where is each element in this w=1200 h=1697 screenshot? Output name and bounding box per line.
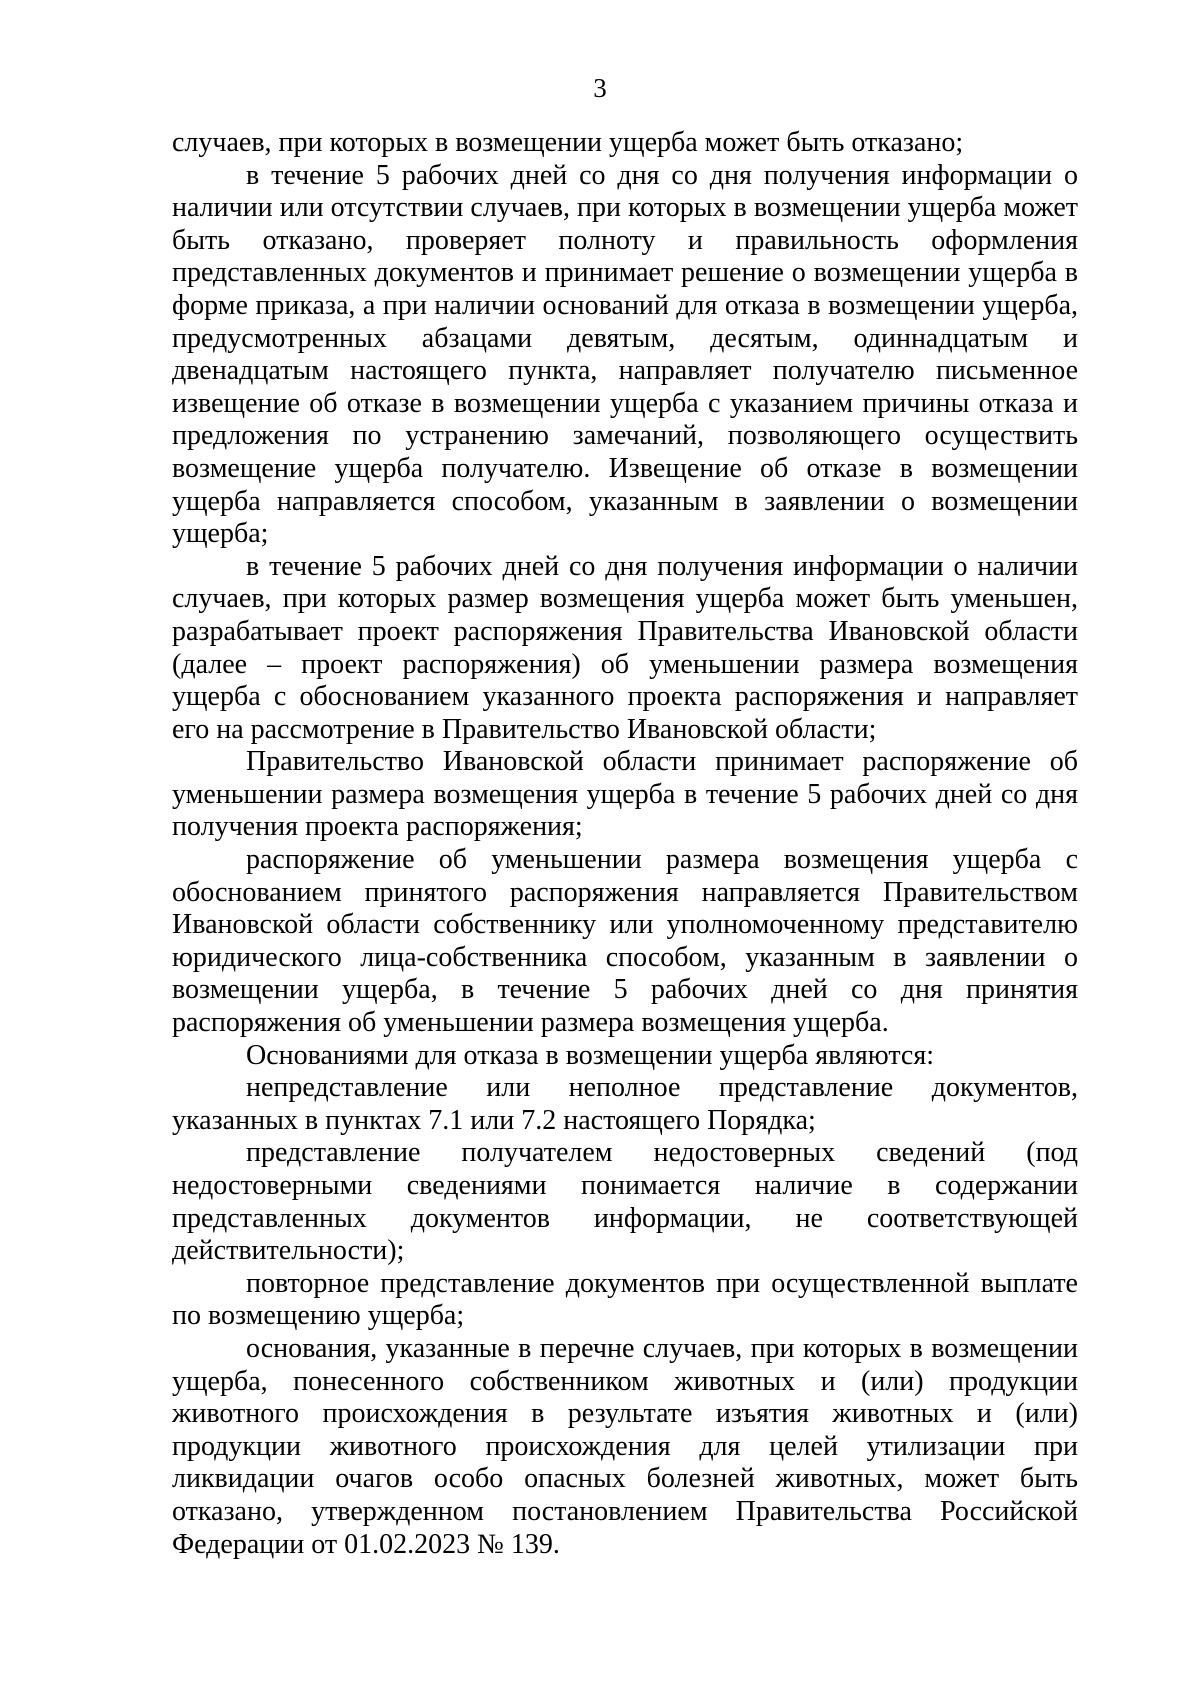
page-number: 3 (593, 73, 607, 103)
paragraph-refusal-ground-4: основания, указанные в перечне случаев, при которых в возмещении ущерба, понесенного собственником животных и (или) продукции животного происхождения в результате изъятия животных и (или) продукции животного происхождения для целей утилизации при ликвидации очагов особо опасных болезней животных, может быть отказано, утвержденном постановлением Правительства Российской Федерации от 01.02.2023 № 139. (172, 1332, 1078, 1560)
paragraph-draft-order: в течение 5 рабочих дней со дня получения информации о наличии случаев, при которых размер возмещения ущерба может быть уменьшен, разрабатывает проект распоряжения Правительства Ивановской области (далее – проект распоряжения) об уменьшении размера возмещения ущерба с обоснованием указанного проекта распоряжения и направляет его на рассмотрение в Правительство Ивановской области; (172, 550, 1078, 745)
paragraph-refusal-ground-3: повторное представление документов при осуществленной выплате по возмещению ущерба; (172, 1267, 1078, 1332)
paragraph-refusal-grounds-heading: Основаниями для отказа в возмещении ущерба являются: (246, 1039, 934, 1071)
paragraph-order-delivery: распоряжение об уменьшении размера возмещения ущерба с обоснованием принятого распоряжения направляется Правительством Ивановской области собственнику или уполномоченному представителю юридического лица-собственника способом, указанным в заявлении о возмещении ущерба, в течение 5 рабочих дней со дня принятия распоряжения об уменьшении размера возмещения ущерба. (172, 844, 1078, 1039)
paragraph-refusal-ground-1: непредставление или неполное представление документов, указанных в пунктах 7.1 или 7.2 настоящего Порядка; (172, 1072, 1078, 1136)
document-body (172, 127, 1078, 1561)
paragraph-government-decision: Правительство Ивановской области принимает распоряжение об уменьшении размера возмещения ущерба в течение 5 рабочих дней со дня получения проекта распоряжения; (172, 746, 1078, 843)
paragraph-refusal-ground-2: представление получателем недостоверных сведений (под недостоверными сведениями понимается наличие в содержании представленных документов информации, не соответствующей действительности); (172, 1137, 1078, 1267)
paragraph-continuation: случаев, при которых в возмещении ущерба может быть отказано; (172, 127, 964, 158)
paragraph-review-deadline: в течение 5 рабочих дней со дня со дня получения информации о наличии или отсутствии случаев, при которых в возмещении ущерба может быть отказано, проверяет полноту и правильность оформления представленных документов и принимает решение о возмещении ущерба в форме приказа, а при наличии оснований для отказа в возмещении ущерба, предусмотренных абзацами девятым, десятым, одиннадцатым и двенадцатым настоящего пункта, направляет получателю письменное извещение об отказе в возмещении ущерба с указанием причины отказа и предложения по устранению замечаний, позволяющего осуществить возмещение ущерба получателю. Извещение об отказе в возмещении ущерба направляется способом, указанным в заявлении о возмещении ущерба; (172, 159, 1078, 550)
